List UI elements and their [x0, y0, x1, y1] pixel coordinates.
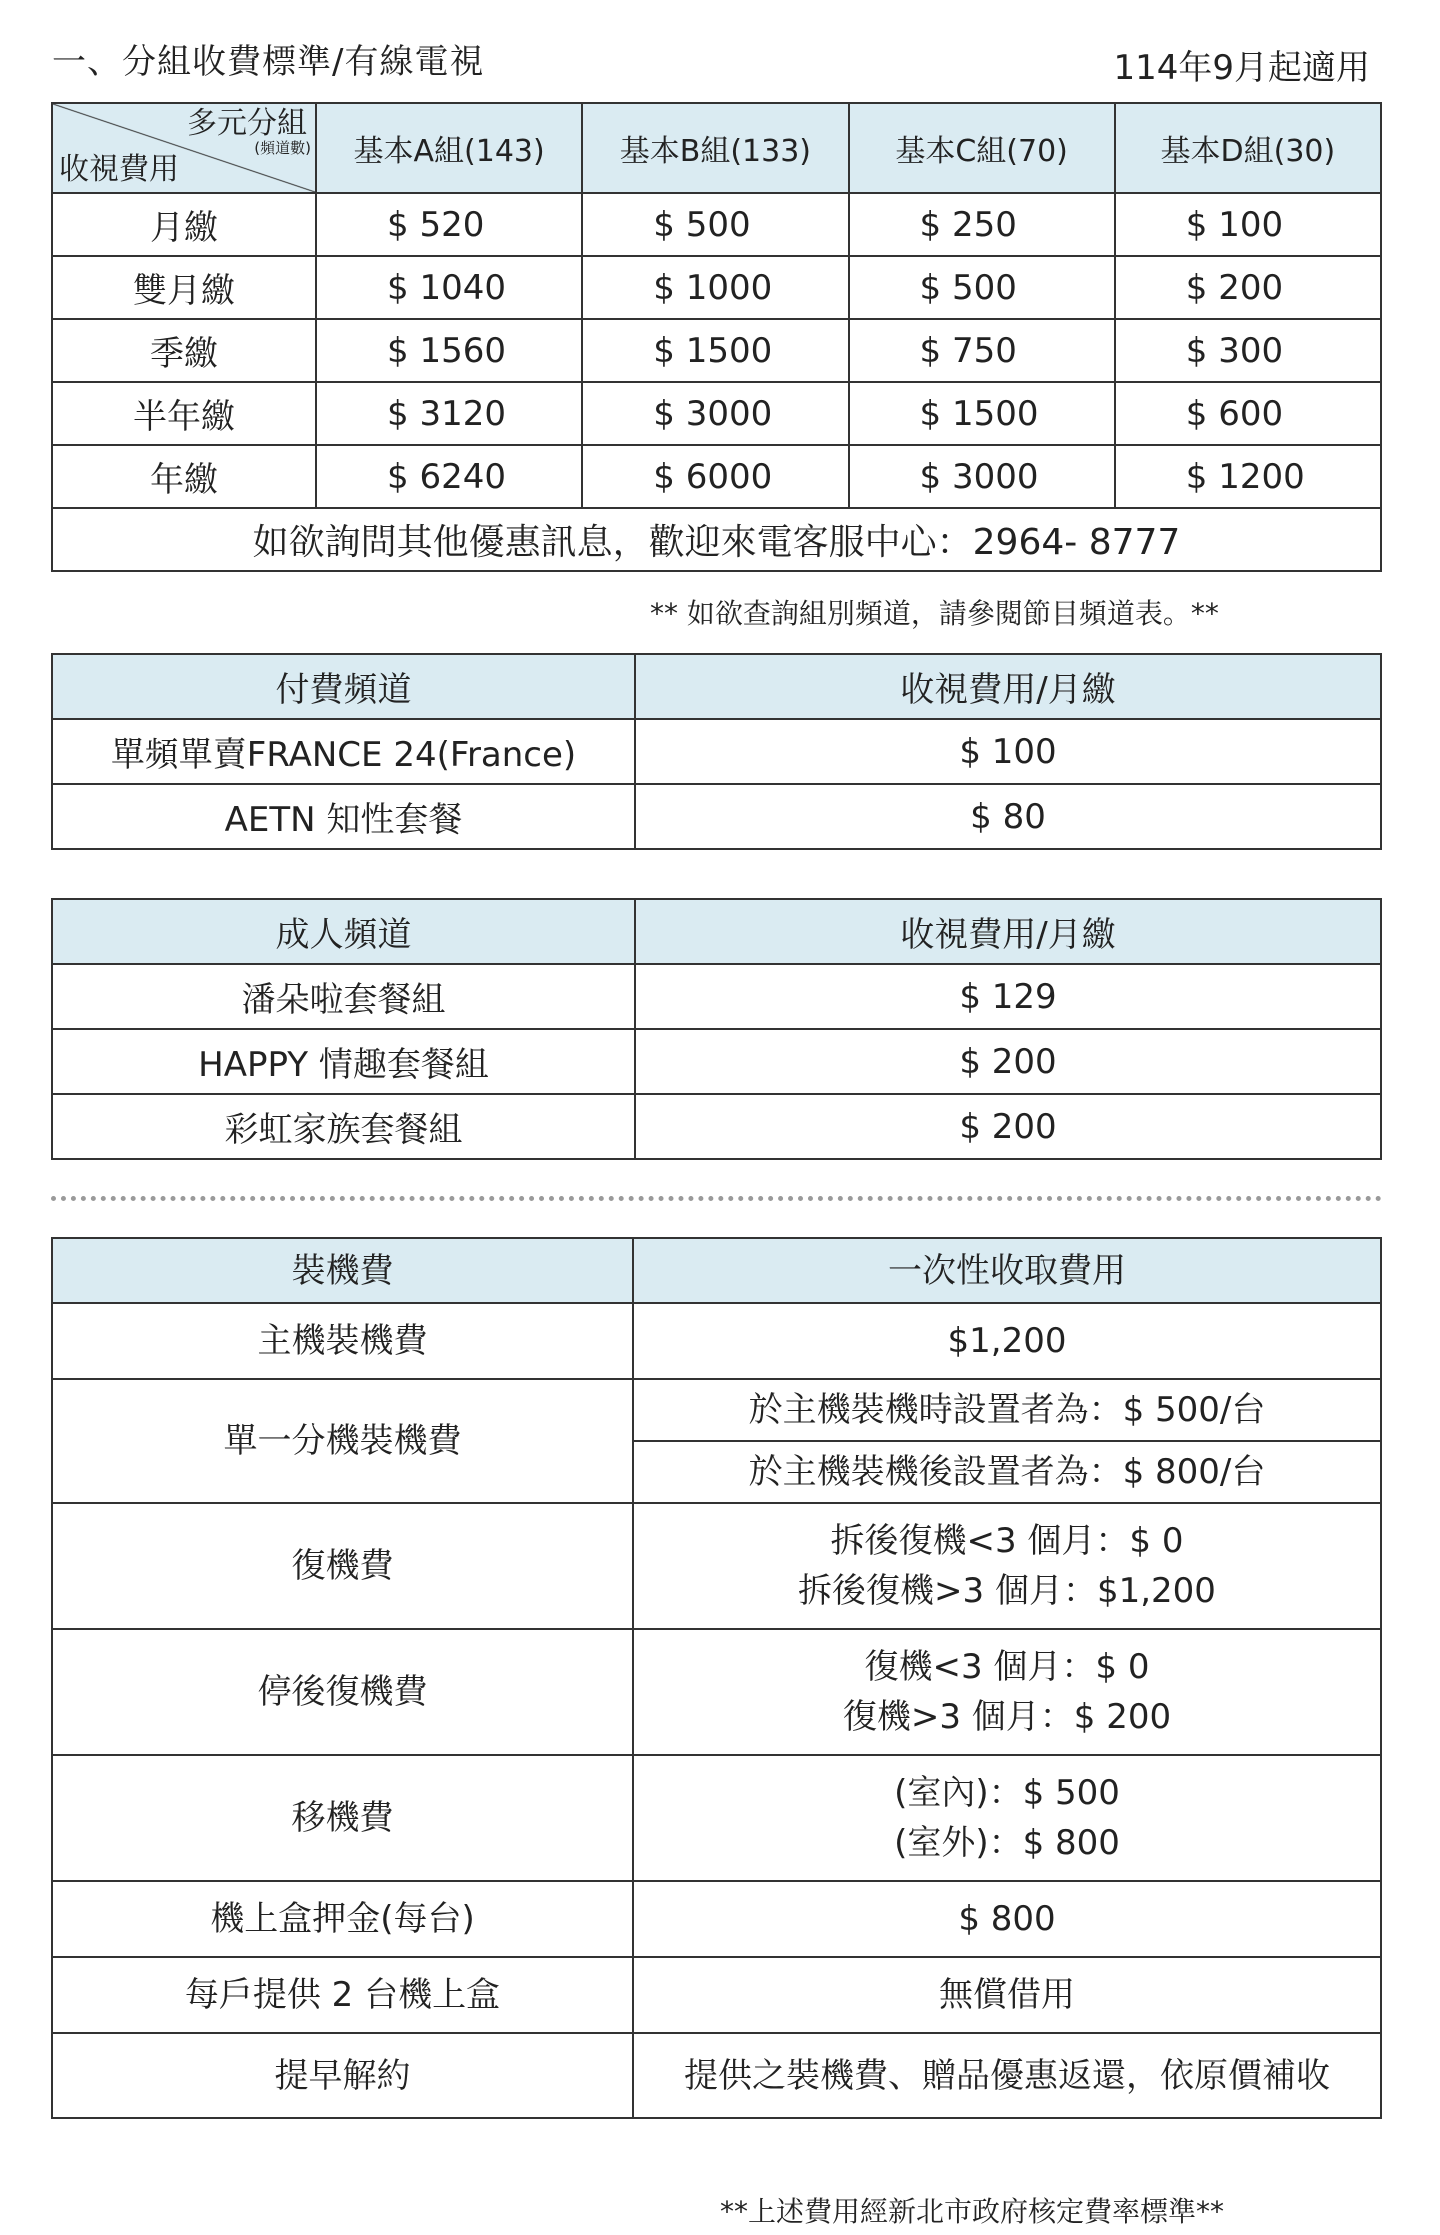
corner-top-label: 多元分組: [187, 106, 307, 141]
fee-value: 無償借用: [633, 1957, 1381, 2033]
fee-value: [633, 1503, 1381, 1629]
price-cell: $ 500: [582, 193, 848, 256]
table-row: [52, 1881, 1381, 1957]
fee-label: 機上盒押金(每台): [52, 1881, 633, 1957]
install-fees-header: [52, 1238, 1381, 1303]
channel-name: 彩虹家族套餐組: [52, 1094, 635, 1159]
price-cell: $ 1500: [849, 382, 1115, 445]
channel-lookup-note: ** 如欲查詢組別頻道，請參閱節目頻道表。**: [650, 597, 1219, 630]
price-cell: $ 6240: [316, 445, 582, 508]
price-cell: $ 1560: [316, 319, 582, 382]
install-fees-table: [51, 1237, 1382, 2119]
header-cell: 收視費用/月繳: [635, 654, 1381, 719]
fee-label: 提早解約: [52, 2033, 633, 2118]
price-cell: $ 1200: [1115, 445, 1381, 508]
price-cell: $ 3120: [316, 382, 582, 445]
price-row-annual: [52, 445, 1381, 508]
price-cell: $ 6000: [582, 445, 848, 508]
price-row-semiannual: [52, 382, 1381, 445]
table-row: [52, 1629, 1381, 1755]
header-cell: 一次性收取費用: [633, 1238, 1381, 1303]
fee-label: 停後復機費: [52, 1629, 633, 1755]
fee-label: 單一分機裝機費: [52, 1379, 633, 1503]
price-cell: $ 100: [1115, 193, 1381, 256]
contact-row: [52, 508, 1381, 571]
group-header-a: 基本A組(143): [316, 103, 582, 193]
corner-sub-label: (頻道數): [254, 139, 311, 157]
table-row: [52, 964, 1381, 1029]
fee-label: 每戶提供 2 台機上盒: [52, 1957, 633, 2033]
fee-value: [633, 1629, 1381, 1755]
table-row: [52, 1755, 1381, 1881]
price-cell: $ 600: [1115, 382, 1381, 445]
adult-channels-table: [51, 898, 1382, 1160]
header-cell: 收視費用/月繳: [635, 899, 1381, 964]
price-cell: $ 750: [849, 319, 1115, 382]
row-label: 月繳: [52, 193, 316, 256]
price-cell: $ 3000: [582, 382, 848, 445]
table-row: [52, 784, 1381, 849]
row-label: 季繳: [52, 319, 316, 382]
fee-line: 復機>3 個月：$ 200: [842, 1697, 1172, 1737]
header-cell: 裝機費: [52, 1238, 633, 1303]
price-cell: $ 1500: [582, 319, 848, 382]
channel-name: 單頻單賣FRANCE 24(France): [52, 719, 635, 784]
price-cell: $ 1040: [316, 256, 582, 319]
page-title: 一、分組收費標準/有線電視: [52, 42, 485, 82]
price-row-quarterly: [52, 319, 1381, 382]
fee-line: 拆後復機>3 個月：$1,200: [798, 1571, 1216, 1611]
price-cell: $ 3000: [849, 445, 1115, 508]
fee-label: 移機費: [52, 1755, 633, 1881]
channel-price: $ 200: [635, 1094, 1381, 1159]
effective-date: 114年9月起適用: [1113, 48, 1370, 88]
fee-value: 於主機裝機後設置者為：$ 800/台: [633, 1441, 1381, 1503]
fee-line: 拆後復機<3 個月：$ 0: [830, 1521, 1184, 1561]
channel-price: $ 80: [635, 784, 1381, 849]
channel-price: $ 200: [635, 1029, 1381, 1094]
price-row-bimonthly: [52, 256, 1381, 319]
fee-label: 主機裝機費: [52, 1303, 633, 1379]
row-label: 年繳: [52, 445, 316, 508]
price-cell: $ 200: [1115, 256, 1381, 319]
price-table-header: [52, 103, 1381, 193]
group-header-b: 基本B組(133): [582, 103, 848, 193]
contact-note: 如欲詢問其他優惠訊息，歡迎來電客服中心：2964- 8777: [52, 508, 1381, 571]
corner-cell: [52, 103, 316, 193]
price-cell: $ 250: [849, 193, 1115, 256]
fee-line: (室內)：$ 500: [894, 1773, 1120, 1813]
table-row: [52, 1503, 1381, 1629]
dotted-divider: [51, 1196, 1382, 1201]
table-row: [52, 1379, 1381, 1441]
group-header-c: 基本C組(70): [849, 103, 1115, 193]
channel-name: HAPPY 情趣套餐組: [52, 1029, 635, 1094]
table-row: [52, 719, 1381, 784]
price-row-monthly: [52, 193, 1381, 256]
price-cell: $ 520: [316, 193, 582, 256]
fee-value: 於主機裝機時設置者為：$ 500/台: [633, 1379, 1381, 1441]
pay-channels-table: [51, 653, 1382, 850]
fee-value: $1,200: [633, 1303, 1381, 1379]
fee-value: 提供之裝機費、贈品優惠返還，依原價補收: [633, 2033, 1381, 2118]
table-row: [52, 1029, 1381, 1094]
price-cell: $ 1000: [582, 256, 848, 319]
fee-line: (室外)：$ 800: [894, 1823, 1120, 1863]
channel-price: $ 129: [635, 964, 1381, 1029]
row-label: 半年繳: [52, 382, 316, 445]
channel-name: 潘朵啦套餐組: [52, 964, 635, 1029]
header-cell: 成人頻道: [52, 899, 635, 964]
header-cell: 付費頻道: [52, 654, 635, 719]
table-row: [52, 1957, 1381, 2033]
price-cell: $ 300: [1115, 319, 1381, 382]
channel-name: AETN 知性套餐: [52, 784, 635, 849]
table-row: [52, 2033, 1381, 2118]
price-cell: $ 500: [849, 256, 1115, 319]
fee-value: [633, 1755, 1381, 1881]
group-header-d: 基本D組(30): [1115, 103, 1381, 193]
fee-line: 復機<3 個月：$ 0: [864, 1647, 1150, 1687]
row-label: 雙月繳: [52, 256, 316, 319]
adult-channels-header: [52, 899, 1381, 964]
channel-price: $ 100: [635, 719, 1381, 784]
price-table: [51, 102, 1382, 572]
fee-label: 復機費: [52, 1503, 633, 1629]
table-row: [52, 1094, 1381, 1159]
corner-bottom-label: 收視費用: [59, 152, 179, 187]
table-row: [52, 1303, 1381, 1379]
pay-channels-header: [52, 654, 1381, 719]
footer-note: **上述費用經新北市政府核定費率標準**: [720, 2195, 1225, 2228]
fee-value: $ 800: [633, 1881, 1381, 1957]
